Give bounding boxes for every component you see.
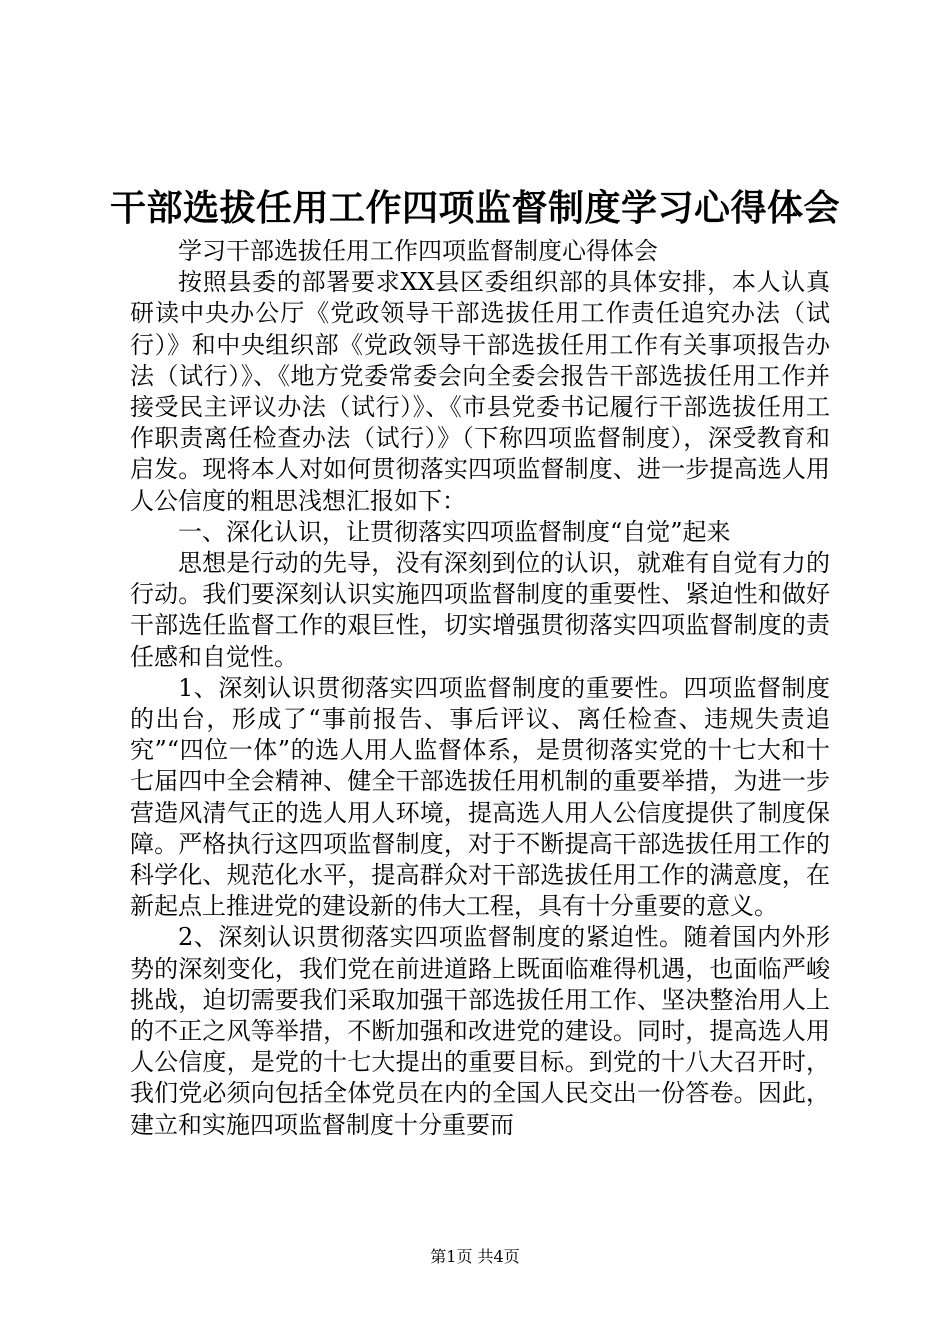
section-heading-1: 一、深化认识，让贯彻落实四项监督制度“自觉”起来 <box>178 517 731 546</box>
page-number-footer: 第1页 共4页 <box>430 1247 520 1266</box>
paragraph-point-2: 2、深刻认识贯彻落实四项监督制度的紧迫性。随着国内外形势的深刻变化，我们党在前进道路上既面临难得机遇，也面临严峻挑战，迫切需要我们采取加强干部选拔任用工作、坚决整治用人上的不正之风等举措，不断加强和改进党的建设。同时，提高选人用人公信度，是党的十七大提出的重要目标。到党的十八大召开时，我们党必须向包括全体党员在内的全国人民交出一份答卷。因此，建立和实施四项监督制度十分重要而 <box>130 923 830 1139</box>
document-body <box>130 236 830 1141</box>
paragraph-point-1: 1、深刻认识贯彻落实四项监督制度的重要性。四项监督制度的出台，形成了“事前报告、事后评议、离任检查、违规失责追究”“四位一体”的选人用人监督体系，是贯彻落实党的十七大和十七届四中全会精神、健全干部选拔任用机制的重要举措，为进一步营造风清气正的选人用人环境，提高选人用人公信度提供了制度保障。严格执行这四项监督制度，对于不断提高干部选拔任用工作的科学化、规范化水平，提高群众对干部选拔任用工作的满意度，在新起点上推进党的建设新的伟大工程，具有十分重要的意义。 <box>130 673 830 921</box>
document-subtitle: 学习干部选拔任用工作四项监督制度心得体会 <box>178 237 658 265</box>
paragraph-intro: 按照县委的部署要求XX县区委组织部的具体安排，本人认真研读中央办公厅《党政领导干部选拔任用工作责任追究办法（试行）》和中央组织部《党政领导干部选拔任用工作有关事项报告办法（试行）》、《地方党委常委会向全委会报告干部选拔任用工作并接受民主评议办法（试行）》、《市县党委书记履行干部选拔任用工作职责离任检查办法（试行）》（下称四项监督制度），深受教育和启发。现将本人对如何贯彻落实四项监督制度、进一步提高选人用人公信度的粗思浅想汇报如下： <box>130 268 830 515</box>
document-title: 干部选拔任用工作四项监督制度学习心得体会 <box>109 187 840 229</box>
paragraph-section-1-intro: 思想是行动的先导，没有深刻到位的认识，就难有自觉有力的行动。我们要深刻认识实施四项监督制度的重要性、紧迫性和做好干部选任监督工作的艰巨性，切实增强贯彻落实四项监督制度的责任感和自觉性。 <box>130 549 830 671</box>
